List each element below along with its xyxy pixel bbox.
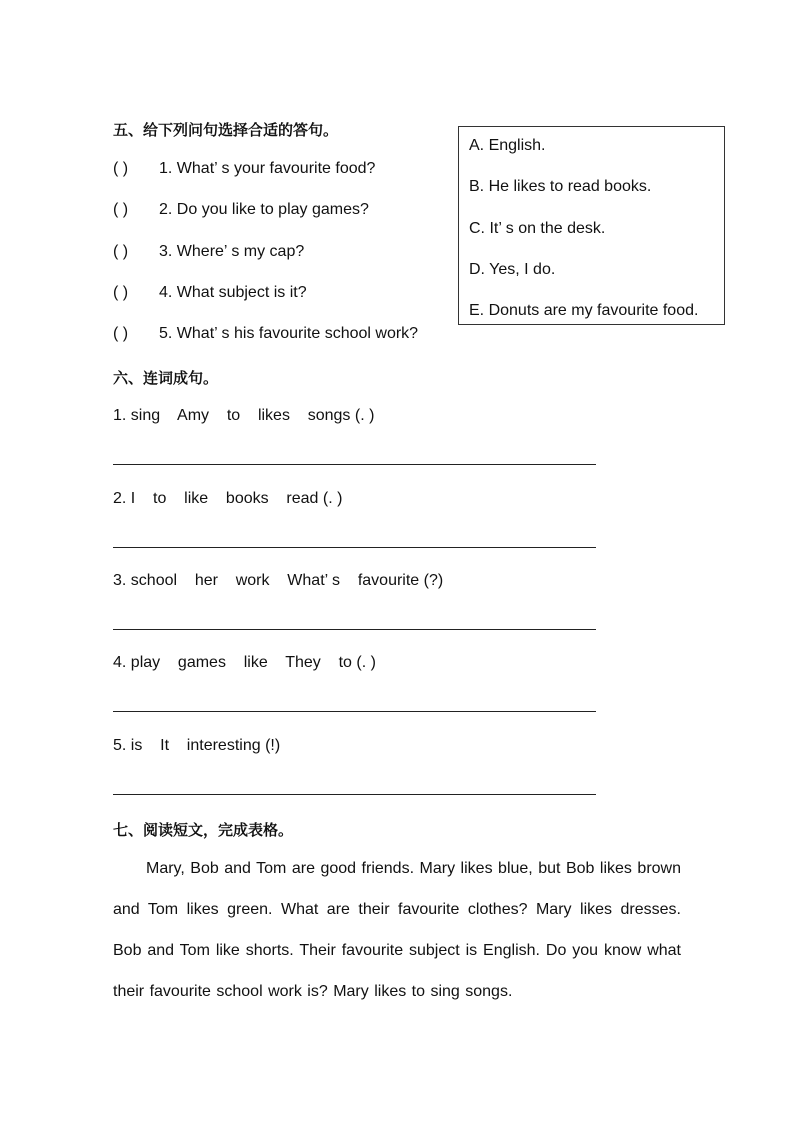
question-text: 5. What’ s his favourite school work? (159, 325, 419, 342)
word-order-item-4: 4. play games like They to (. ) (113, 654, 376, 671)
section-6-heading: 六、连词成句。 (113, 369, 219, 387)
question-text: 3. Where’ s my cap? (159, 243, 305, 260)
answer-line-4[interactable] (113, 711, 596, 712)
matching-question-5 (113, 325, 418, 343)
answer-line-5[interactable] (113, 794, 596, 795)
answer-blank[interactable]: ( ) (113, 243, 129, 260)
answer-blank[interactable]: ( ) (113, 201, 129, 218)
question-text: 2. Do you like to play games? (159, 201, 369, 218)
question-text: 1. What’ s your favourite food? (159, 160, 376, 177)
answer-line-2[interactable] (113, 547, 596, 548)
matching-question-2 (113, 201, 369, 219)
option-d: D. Yes, I do. (469, 261, 556, 278)
matching-question-3 (113, 243, 304, 261)
word-order-item-1: 1. sing Amy to likes songs (. ) (113, 407, 375, 424)
word-order-item-5: 5. is It interesting (!) (113, 737, 281, 754)
option-a: A. English. (469, 137, 546, 154)
answer-blank[interactable]: ( ) (113, 160, 129, 177)
answer-line-1[interactable] (113, 464, 596, 465)
option-c: C. It’ s on the desk. (469, 220, 606, 237)
answer-blank[interactable]: ( ) (113, 325, 129, 342)
answer-blank[interactable]: ( ) (113, 284, 129, 301)
option-e: E. Donuts are my favourite food. (469, 302, 699, 319)
reading-passage: Mary, Bob and Tom are good friends. Mary likes blue, but Bob likes brown and Tom likes green. What are their favourite clothes? Mary likes dresses. Bob and Tom like shorts. Their favourite subject is English. Do you know what their favourite school work is? Mary likes to sing songs. (113, 860, 681, 1000)
answer-options-box (458, 126, 725, 325)
section-5-heading: 五、给下列问句选择合适的答句。 (113, 121, 339, 139)
word-order-item-3: 3. school her work What’ s favourite (?) (113, 572, 444, 589)
section-7-heading: 七、阅读短文，完成表格。 (113, 821, 294, 839)
question-text: 4. What subject is it? (159, 284, 307, 301)
matching-question-1 (113, 160, 375, 178)
option-b: B. He likes to read books. (469, 178, 652, 195)
word-order-item-2: 2. I to like books read (. ) (113, 490, 343, 507)
answer-line-3[interactable] (113, 629, 596, 630)
matching-question-4 (113, 284, 307, 302)
